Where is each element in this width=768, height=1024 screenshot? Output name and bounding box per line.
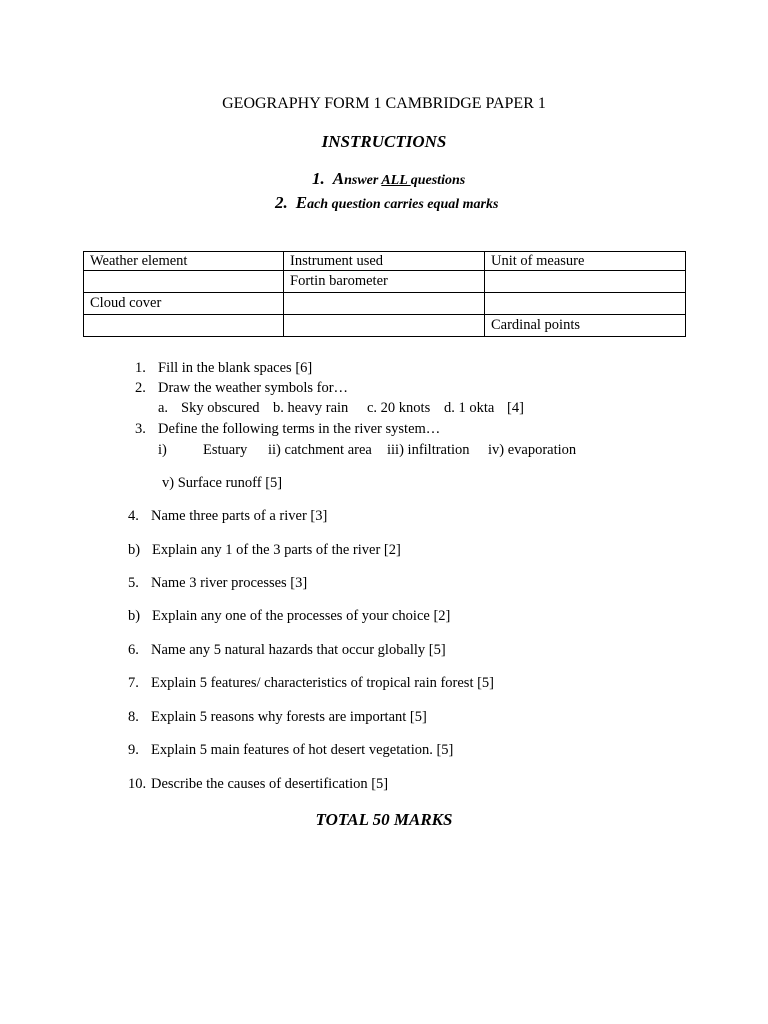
paper-title: GEOGRAPHY FORM 1 CAMBRIDGE PAPER 1 xyxy=(222,95,546,112)
question-3-part-i-label: i) xyxy=(158,442,167,458)
question-2: Draw the weather symbols for… xyxy=(158,380,349,396)
instruction-emphasis: ALL xyxy=(381,173,411,188)
instruction-number: 1. xyxy=(312,169,325,188)
table-cell xyxy=(284,315,485,337)
question-6-number: 6. xyxy=(128,642,139,658)
question-9-number: 9. xyxy=(128,742,139,758)
question-2-part-a: Sky obscured xyxy=(181,400,260,416)
question-3-part-iii: iii) infiltration xyxy=(387,442,470,458)
total-marks: TOTAL 50 MARKS xyxy=(315,810,453,829)
table-header-row xyxy=(84,252,686,271)
table-cell xyxy=(84,315,284,337)
instruction-number: 2. xyxy=(275,193,288,212)
header-cell: Unit of measure xyxy=(485,252,686,271)
question-7: Explain 5 features/ characteristics of tropical rain forest [5] xyxy=(151,675,495,691)
table-row xyxy=(84,315,686,337)
instruction-text-end: questions xyxy=(410,173,466,188)
question-5: Name 3 river processes [3] xyxy=(151,575,308,591)
table-cell xyxy=(485,293,686,315)
instruction-initial: A xyxy=(332,169,345,188)
question-10-number: 10. xyxy=(128,776,147,792)
question-7-number: 7. xyxy=(128,675,139,691)
question-4-number: 4. xyxy=(128,508,139,524)
question-2-number: 2. xyxy=(135,380,146,396)
question-3-part-v: v) Surface runoff [5] xyxy=(162,475,283,491)
instruction-1 xyxy=(312,170,465,188)
instruction-2 xyxy=(275,194,498,212)
question-4b-number: b) xyxy=(128,542,141,558)
question-2-part-b: b. heavy rain xyxy=(273,400,349,416)
question-2-part-d: d. 1 okta xyxy=(444,400,495,416)
instruction-text: ach question carries equal marks xyxy=(307,197,499,212)
question-5b: Explain any one of the processes of your choice [2] xyxy=(152,608,451,624)
question-1: Fill in the blank spaces [6] xyxy=(158,360,313,376)
table-row xyxy=(84,293,686,315)
header-cell: Instrument used xyxy=(284,252,485,271)
question-3-part-iv: iv) evaporation xyxy=(488,442,577,458)
question-3-part-ii: ii) catchment area xyxy=(268,442,372,458)
question-3: Define the following terms in the river system… xyxy=(158,421,441,437)
instruction-initial: E xyxy=(295,193,308,212)
question-2-part-a-label: a. xyxy=(158,400,169,416)
header-cell: Weather element xyxy=(84,252,284,271)
question-8-number: 8. xyxy=(128,709,139,725)
question-9: Explain 5 main features of hot desert vegetation. [5] xyxy=(151,742,454,758)
question-4b: Explain any 1 of the 3 parts of the river [2] xyxy=(152,542,401,558)
table-cell xyxy=(84,271,284,293)
question-8: Explain 5 reasons why forests are important [5] xyxy=(151,709,427,725)
table-cell: Cardinal points xyxy=(485,315,686,337)
table-cell: Cloud cover xyxy=(84,293,284,315)
table-cell xyxy=(284,293,485,315)
instruction-text: nswer xyxy=(344,173,382,188)
question-2-part-c: c. 20 knots xyxy=(367,400,431,416)
question-5-number: 5. xyxy=(128,575,139,591)
question-5b-number: b) xyxy=(128,608,141,624)
question-4: Name three parts of a river [3] xyxy=(151,508,328,524)
question-6: Name any 5 natural hazards that occur globally [5] xyxy=(151,642,446,658)
question-3-number: 3. xyxy=(135,421,146,437)
table-row xyxy=(84,271,686,293)
table-cell xyxy=(485,271,686,293)
question-1-number: 1. xyxy=(135,360,146,376)
table-cell: Fortin barometer xyxy=(284,271,485,293)
question-2-marks: [4] xyxy=(507,400,524,416)
instructions-heading: INSTRUCTIONS xyxy=(321,132,447,151)
question-3-part-i: Estuary xyxy=(203,442,248,458)
question-10: Describe the causes of desertification [5] xyxy=(151,776,389,792)
weather-table xyxy=(83,251,686,337)
